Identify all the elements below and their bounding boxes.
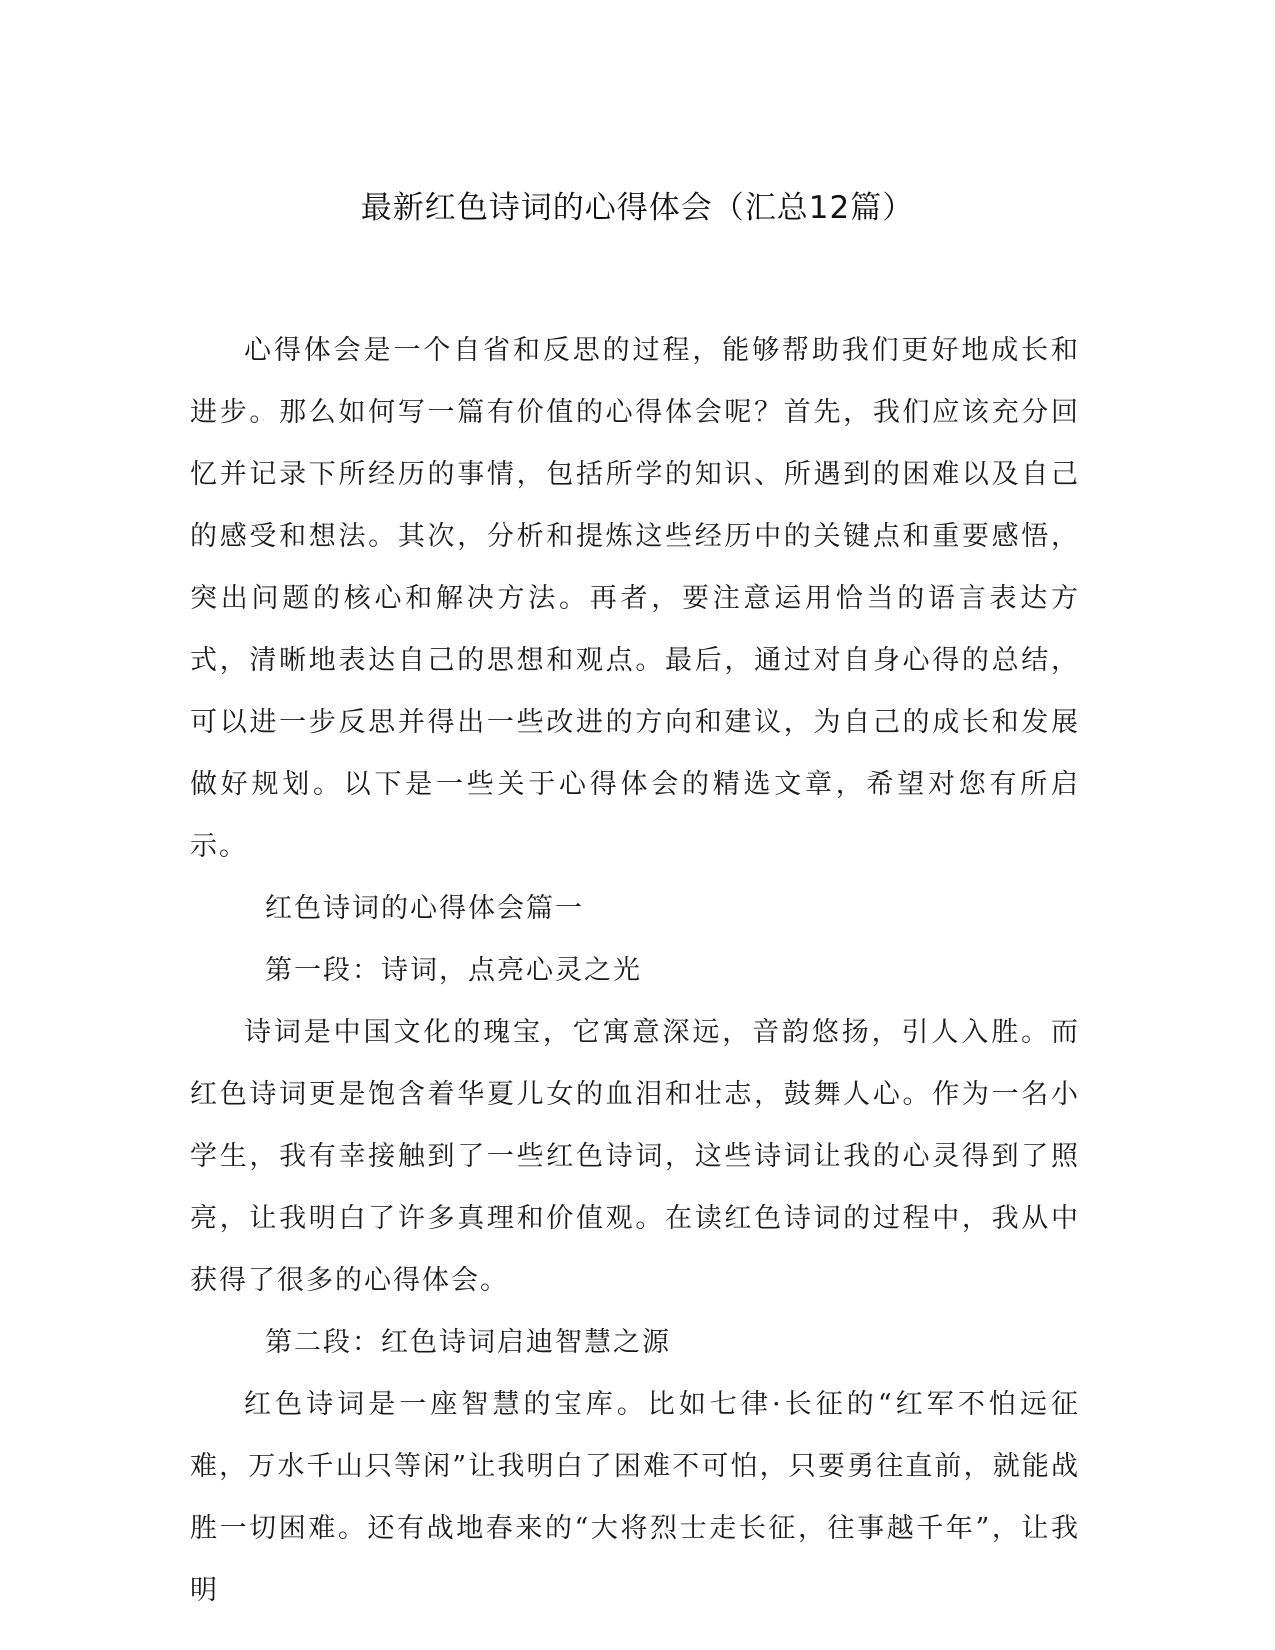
document-body <box>190 320 1080 1622</box>
section-paragraph-1: 诗词是中国文化的瑰宝，它寓意深远，音韵悠扬，引人入胜。而红色诗词更是饱含着华夏儿女的血泪和壮志，鼓舞人心。作为一名小学生，我有幸接触到了一些红色诗词，这些诗词让我的心灵得到了照亮，让我明白了许多真理和价值观。在读红色诗词的过程中，我从中获得了很多的心得体会。 <box>190 1017 1080 1296</box>
article-heading: 红色诗词的心得体会篇一 <box>265 893 584 924</box>
section-heading-1: 第一段：诗词，点亮心灵之光 <box>265 955 642 986</box>
section-paragraph-2: 红色诗词是一座智慧的宝库。比如七律·长征的“红军不怕远征难，万水千山只等闲”让我明白了困难不可怕，只要勇往直前，就能战胜一切困难。还有战地春来的“大将烈士走长征，往事越千年”，让我明 <box>190 1389 1080 1606</box>
section-heading-2: 第二段：红色诗词启迪智慧之源 <box>265 1327 671 1358</box>
document-title: 最新红色诗词的心得体会（汇总12篇） <box>360 190 915 226</box>
intro-paragraph: 心得体会是一个自省和反思的过程，能够帮助我们更好地成长和进步。那么如何写一篇有价值的心得体会呢？首先，我们应该充分回忆并记录下所经历的事情，包括所学的知识、所遇到的困难以及自己的感受和想法。其次，分析和提炼这些经历中的关键点和重要感悟，突出问题的核心和解决方法。再者，要注意运用恰当的语言表达方式，清晰地表达自己的思想和观点。最后，通过对自身心得的总结，可以进一步反思并得出一些改进的方向和建议，为自己的成长和发展做好规划。以下是一些关于心得体会的精选文章，希望对您有所启示。 <box>190 335 1080 862</box>
